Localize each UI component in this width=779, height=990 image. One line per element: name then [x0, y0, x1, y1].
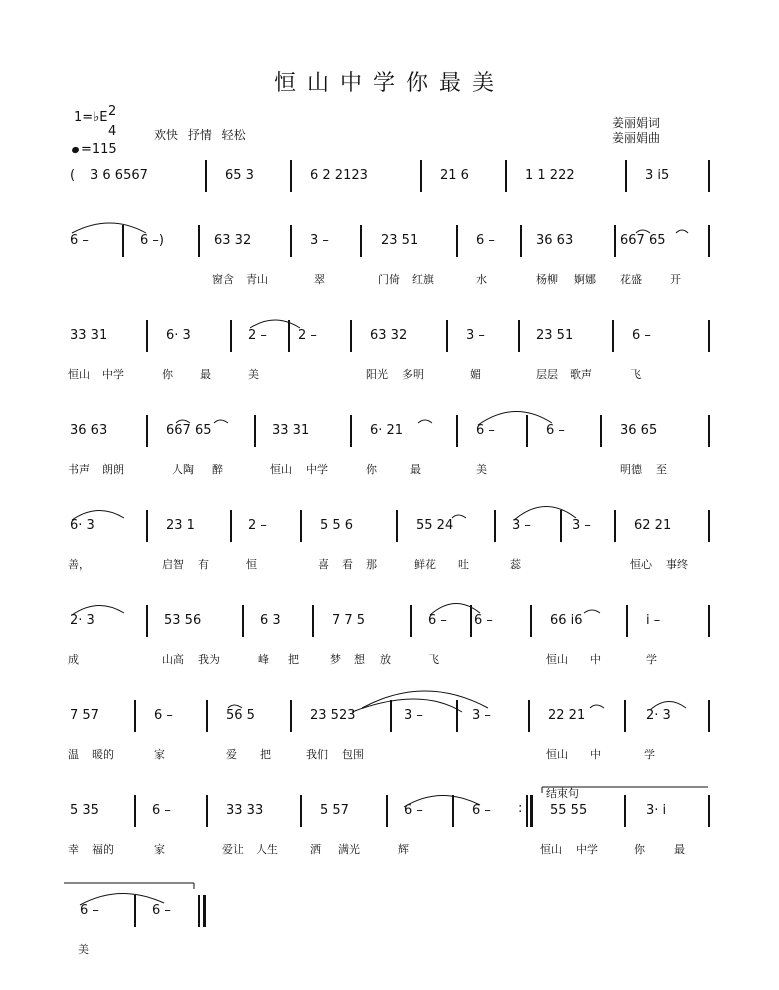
tempo-marking: =115 — [72, 142, 117, 157]
barline — [360, 225, 362, 257]
lyric: 明德 — [620, 463, 642, 476]
lyric: 吐 — [458, 558, 469, 571]
ending-label: 结束句 — [546, 787, 579, 800]
barline — [390, 700, 392, 732]
notes-group: 63 32 — [370, 328, 408, 343]
barline — [526, 415, 528, 447]
score-row-6 — [0, 605, 779, 665]
barline — [456, 225, 458, 257]
barline — [505, 160, 507, 192]
notes-group: i – — [646, 613, 661, 628]
notes-group: 55 55 — [550, 803, 588, 818]
notes-group: 3 – — [404, 708, 423, 723]
notes-group: 6 – — [404, 803, 423, 818]
barline — [470, 605, 472, 637]
barline — [300, 795, 302, 827]
notes-group: 6 – — [152, 903, 171, 918]
notes-group: 2· 3 — [646, 708, 671, 723]
lyric: 中学 — [102, 368, 124, 381]
notes-group: 6· 3 — [166, 328, 191, 343]
barline — [122, 225, 124, 257]
score-row-3 — [0, 320, 779, 380]
lyric: 恒山 — [546, 748, 568, 761]
notes-group: 7 57 — [70, 708, 99, 723]
lyric: 那 — [366, 558, 377, 571]
barline — [528, 700, 530, 732]
barline — [230, 320, 232, 352]
lyric: 启智 — [162, 558, 184, 571]
notes-group: 6 2 2123 — [310, 168, 368, 183]
barline — [708, 795, 710, 827]
barline — [494, 510, 496, 542]
key-signature: 1=♭E — [74, 110, 108, 125]
notes-group: 3 – — [472, 708, 491, 723]
notes-group: 36 63 — [536, 233, 574, 248]
lyric: 家 — [154, 748, 165, 761]
notes-group: 23 51 — [381, 233, 419, 248]
notes-group: 6 – — [546, 423, 565, 438]
notes-group: 6 – — [428, 613, 447, 628]
barline — [134, 795, 136, 827]
barline — [396, 510, 398, 542]
barline — [456, 700, 458, 732]
notes-group: 2 – — [298, 328, 317, 343]
barline — [520, 225, 522, 257]
lyric: 洒 — [310, 843, 321, 856]
notes-group: 6 – — [80, 903, 99, 918]
lyric: 成 — [68, 653, 79, 666]
barline — [288, 320, 290, 352]
lyric: 梦 — [330, 653, 341, 666]
lyric: 书声 — [68, 463, 90, 476]
lyric: 中 — [590, 653, 601, 666]
lyric: 歌声 — [570, 368, 592, 381]
lyric: 水 — [476, 273, 487, 286]
barline — [350, 320, 352, 352]
score-row-5 — [0, 510, 779, 570]
lyric: 恒山 — [540, 843, 562, 856]
notes-group: 56 5 — [226, 708, 255, 723]
notes-group: 6 3 — [260, 613, 281, 628]
notes-group: 36 63 — [70, 423, 108, 438]
time-signature-top: 2 — [108, 104, 117, 119]
barline — [146, 320, 148, 352]
barline — [350, 415, 352, 447]
lyric: 鲜花 — [414, 558, 436, 571]
quarter-note-icon — [71, 146, 80, 154]
lyric: 婀娜 — [574, 273, 596, 286]
lyric: 你 — [634, 843, 645, 856]
lyric: 门倚 — [378, 273, 400, 286]
lyric: 学 — [646, 653, 657, 666]
lyric: 最 — [200, 368, 211, 381]
barline — [146, 415, 148, 447]
lyric: 花盛 — [620, 273, 642, 286]
barline — [312, 605, 314, 637]
lyric: 暖的 — [92, 748, 114, 761]
barline — [254, 415, 256, 447]
lyric: 爱 — [226, 748, 237, 761]
lyric: 辉 — [398, 843, 409, 856]
lyricist-credit: 姜丽娟词 — [612, 116, 661, 130]
notes-group: 3 i5 — [645, 168, 670, 183]
notes-group: 3 – — [466, 328, 485, 343]
lyric: 美 — [248, 368, 259, 381]
repeat-dots: : — [518, 801, 523, 816]
barline — [290, 225, 292, 257]
lyric: 最 — [410, 463, 421, 476]
lyric: 人生 — [256, 843, 278, 856]
lyric: 中学 — [306, 463, 328, 476]
slur-marks — [0, 895, 779, 955]
lyric: 放 — [380, 653, 391, 666]
lyric: 青山 — [246, 273, 268, 286]
lyric: 恒山 — [68, 368, 90, 381]
notes-group: 5 5 6 — [320, 518, 354, 533]
notes-group: 6 – — [474, 613, 493, 628]
lyric: 美 — [476, 463, 487, 476]
lyric: 朗朗 — [102, 463, 124, 476]
barline — [708, 605, 710, 637]
notes-group: 6 – — [70, 233, 89, 248]
barline — [420, 160, 422, 192]
lyric: 善， — [68, 558, 90, 571]
notes-group: 21 6 — [440, 168, 469, 183]
lyric: 包围 — [342, 748, 364, 761]
lyric: 多明 — [402, 368, 424, 381]
lyric: 媚 — [470, 368, 481, 381]
lyric: 我为 — [198, 653, 220, 666]
notes-group: 3 – — [512, 518, 531, 533]
barline — [446, 320, 448, 352]
barline — [625, 160, 627, 192]
notes-group: 6 – — [476, 423, 495, 438]
notes-group: 6· 3 — [70, 518, 95, 533]
song-title: 恒山中学你最美 — [273, 71, 505, 96]
lyric: 温 — [68, 748, 79, 761]
lyric: 把 — [260, 748, 271, 761]
lyric: 满光 — [338, 843, 360, 856]
notes-group: 1 1 222 — [525, 168, 575, 183]
barline — [708, 510, 710, 542]
mood-marking: 欢快 抒情 轻松 — [154, 128, 246, 142]
score-row-1 — [0, 160, 779, 220]
notes-group: 6 – — [472, 803, 491, 818]
barline — [290, 700, 292, 732]
barline — [300, 510, 302, 542]
notes-group: 33 31 — [272, 423, 310, 438]
notes-group: 3 – — [572, 518, 591, 533]
barline — [452, 795, 454, 827]
barline — [708, 160, 710, 192]
barline — [530, 605, 532, 637]
lyric: 喜 — [318, 558, 329, 571]
notes-group: 23 1 — [166, 518, 195, 533]
score-row-2 — [0, 225, 779, 285]
notes-group: 3 6 6567 — [90, 168, 148, 183]
notes-group: 5 35 — [70, 803, 99, 818]
score-row-9 — [0, 895, 779, 955]
notes-group: ( — [70, 168, 76, 183]
lyric: 阳光 — [366, 368, 388, 381]
lyric: 恒 — [246, 558, 257, 571]
barline — [560, 510, 562, 542]
notes-group: 3 – — [310, 233, 329, 248]
barline — [526, 795, 528, 827]
lyric: 恒心 — [630, 558, 652, 571]
lyric: 飞 — [428, 653, 439, 666]
barline — [708, 320, 710, 352]
notes-group: 2· 3 — [70, 613, 95, 628]
lyric: 学 — [644, 748, 655, 761]
lyric: 你 — [162, 368, 173, 381]
lyric: 醉 — [212, 463, 223, 476]
barline — [624, 700, 626, 732]
lyric: 山高 — [162, 653, 184, 666]
barline — [386, 795, 388, 827]
notes-group: 65 3 — [225, 168, 254, 183]
barline — [230, 510, 232, 542]
repeat-barline — [530, 795, 533, 827]
lyric: 窗含 — [212, 273, 234, 286]
notes-group: 6 –) — [140, 233, 164, 248]
barline — [456, 415, 458, 447]
lyric: 有 — [198, 558, 209, 571]
barline — [206, 700, 208, 732]
score-row-7 — [0, 700, 779, 760]
notes-group: 5 57 — [320, 803, 349, 818]
lyric: 幸 — [68, 843, 79, 856]
composer-credit: 姜丽娟曲 — [612, 131, 661, 145]
lyric: 人陶 — [172, 463, 194, 476]
lyric: 中 — [590, 748, 601, 761]
lyric: 想 — [354, 653, 365, 666]
lyric: 红旗 — [412, 273, 434, 286]
score-row-8 — [0, 787, 779, 856]
lyric: 开 — [670, 273, 681, 286]
barline — [242, 605, 244, 637]
barline — [206, 795, 208, 827]
lyric: 翠 — [314, 273, 325, 286]
notes-group: 23 51 — [536, 328, 574, 343]
lyric: 恒山 — [270, 463, 292, 476]
notes-group: 7 7 5 — [332, 613, 366, 628]
notes-group: 33 31 — [70, 328, 108, 343]
barline — [198, 225, 200, 257]
lyric: 美 — [78, 943, 89, 956]
barline — [205, 160, 207, 192]
lyric: 爱让 — [222, 843, 244, 856]
notes-group: 667 65 — [166, 423, 212, 438]
lyric: 蕊 — [510, 558, 521, 571]
lyric: 看 — [342, 558, 353, 571]
notes-group: 667 65 — [620, 233, 666, 248]
notes-group: 6 – — [154, 708, 173, 723]
barline — [708, 415, 710, 447]
notes-group: 6 – — [632, 328, 651, 343]
barline — [600, 415, 602, 447]
notes-group: 3· i — [646, 803, 667, 818]
barline — [134, 895, 136, 927]
lyric: 家 — [154, 843, 165, 856]
notes-group: 2 – — [248, 518, 267, 533]
barline — [134, 700, 136, 732]
barline — [146, 605, 148, 637]
time-signature-bottom: 4 — [108, 124, 117, 139]
lyric: 我们 — [306, 748, 328, 761]
lyric: 飞 — [630, 368, 641, 381]
barline — [290, 160, 292, 192]
notes-group: 36 65 — [620, 423, 658, 438]
final-barline — [203, 895, 206, 927]
barline — [410, 605, 412, 637]
score-row-4 — [0, 415, 779, 475]
notes-group: 66 i6 — [550, 613, 583, 628]
barline — [708, 225, 710, 257]
barline — [146, 510, 148, 542]
notes-group: 55 24 — [416, 518, 454, 533]
barline — [626, 605, 628, 637]
lyric: 把 — [288, 653, 299, 666]
notes-group: 33 33 — [226, 803, 264, 818]
notes-group: 6 – — [476, 233, 495, 248]
notes-group: 23 523 — [310, 708, 356, 723]
lyric: 事终 — [666, 558, 688, 571]
lyric: 中学 — [576, 843, 598, 856]
barline — [518, 320, 520, 352]
notes-group: 53 56 — [164, 613, 202, 628]
barline — [612, 320, 614, 352]
notes-group: 2 – — [248, 328, 267, 343]
barline — [198, 895, 200, 927]
lyric: 你 — [366, 463, 377, 476]
notes-group: 62 21 — [634, 518, 672, 533]
barline — [614, 225, 616, 257]
notes-group: 22 21 — [548, 708, 586, 723]
barline — [624, 795, 626, 827]
lyric: 层层 — [536, 368, 558, 381]
barline — [614, 510, 616, 542]
notes-group: 6· 21 — [370, 423, 404, 438]
notes-group: 63 32 — [214, 233, 252, 248]
lyric: 恒山 — [546, 653, 568, 666]
barline — [708, 700, 710, 732]
lyric: 至 — [656, 463, 667, 476]
lyric: 最 — [674, 843, 685, 856]
lyric: 峰 — [258, 653, 269, 666]
lyric: 杨柳 — [536, 273, 558, 286]
notes-group: 6 – — [152, 803, 171, 818]
lyric: 福的 — [92, 843, 114, 856]
